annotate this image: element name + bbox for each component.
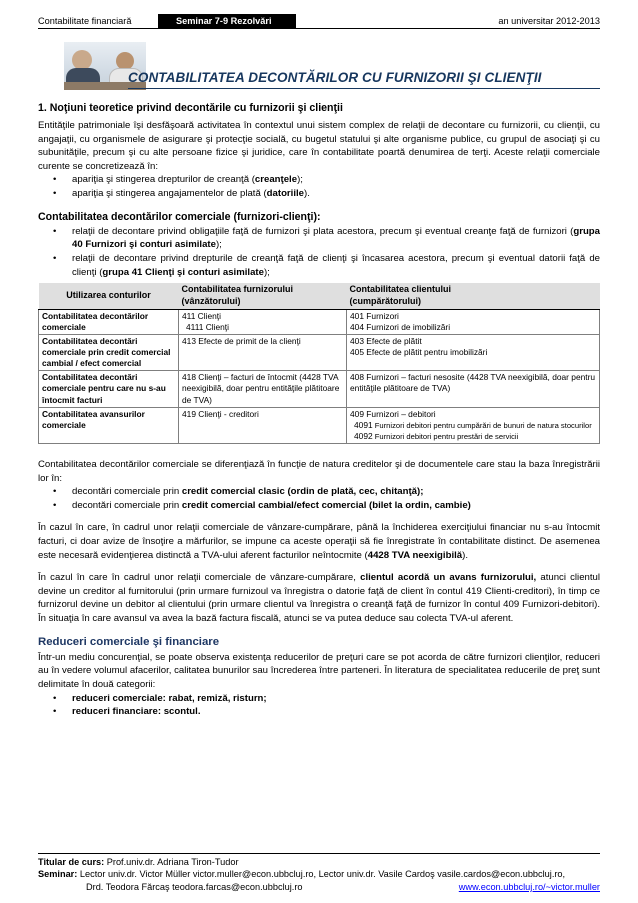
table-row: Contabilitatea decontări comerciale prin credit comercial cambial / efect comercial 413 Efecte de primit de la clienţi 403 Efecte de plătit 405 Efecte de plătit pentru imobilizări — [39, 335, 600, 371]
section-heading-2: Contabilitatea decontărilor comerciale (furnizori-clienţi): — [38, 210, 321, 223]
header-year: an universitar 2012-2013 — [498, 16, 600, 26]
intro-paragraph: Entităţile patrimoniale îşi desfăşoară activitatea în contextul unui sistem complex de relaţii de decontare cu furnizorii, cu clienţii, cu angajaţii, cu organismele de asigurare şi protecţie socială, cu bugetul statului şi alte organisme publice, cu grupul de asociaţi şi cu subunităţile, precum şi cu alte persoane fizice şi juridice, care în contabilitate poartă denumirea de terţi. Aceste relaţii comerciale curente se concretizează în: — [38, 120, 600, 172]
website-link[interactable]: www.econ.ubbcluj.ro/~victor.muller — [458, 881, 600, 892]
section-heading-discounts: Reduceri comerciale şi financiare — [38, 635, 220, 648]
section-heading-1: 1. Noţiuni teoretice privind decontările cu furnizorii şi clienţii — [38, 102, 343, 114]
table-row: Contabilitatea avansurilor comerciale 419 Clienţi - creditori 409 Furnizori – debitori 4091 Furnizori debitori pentru cumpărări de bunuri de natura stocurilor 4092 Furnizori debitori pentru prestări de servicii — [39, 407, 600, 443]
credit-types-paragraph: Contabilitatea decontărilor comerciale se diferenţiază în funcţie de natura creditelor şi de documentele care stau la baza înregistrării lor în: — [38, 458, 600, 484]
footer-course-holder: Titular de curs: Prof.univ.dr. Adriana Tiron-Tudor — [38, 857, 239, 867]
table-header-cell: Contabilitatea clientului (cumpărătorului) — [347, 283, 600, 309]
page-title: CONTABILITATEA DECONTĂRILOR CU FURNIZORII ŞI CLIENŢII — [128, 70, 542, 85]
list-item: • decontări comerciale prin credit comercial clasic (ordin de plată, cec, chitanţă); — [38, 485, 600, 499]
accounts-table — [38, 283, 600, 444]
advance-paragraph: În cazul în care în cadrul unor relaţii comerciale de vânzare-cumpărare, clientul acordă un avans furnizorului, atunci clientul devine un creditor al furnitorului (prin urmare furnizoul va înregistra o datorie faţă de client în contul 419 Clienti-creditori), în timp ce furnizorul devine un debitor al clientului (prin urmare clientul va înregistra o creanţă faţă de furnizor în contul 409 Furnizori-debitori). În situaţia în care avansul va avea la bază factura fiscală, atunci se va putea deduce sau colecta TVA-ul aferent. — [38, 572, 600, 625]
list-item: • reduceri comerciale: rabat, remiză, risturn; — [38, 692, 600, 706]
table-header-cell: Contabilitatea furnizorului (vânzătorului) — [179, 283, 347, 309]
table-row: Contabilitatea decontări comerciale pentru care nu s-au întocmit facturi 418 Clienţi – facturi de întocmit (4428 TVA neexigibilă, doar pentru entităţile plătitoare de TVA) 408 Furnizori – facturi nesosite (4428 TVA neexigibilă, doar pentru entităţile plătitoare de TVA) — [39, 371, 600, 407]
table-header-row — [39, 283, 600, 309]
running-header — [38, 14, 600, 29]
footer-staff-line: Drd. Teodora Fărcaş teodora.farcas@econ.ubbcluj.ro www.econ.ubbcluj.ro/~victor.muller — [86, 881, 600, 892]
page-footer — [38, 853, 600, 893]
table-row: Contabilitatea decontărilor comerciale 411 Clienţi 4111 Clienţi 401 Furnizori 404 Furnizori de imobilizări — [39, 309, 600, 334]
table-header-cell: Utilizarea conturilor — [39, 283, 179, 309]
list-item: • apariţia şi stingerea drepturilor de creanţă (creanţele); — [38, 173, 600, 187]
title-underline — [128, 88, 600, 89]
bullet-list-2 — [38, 225, 600, 279]
list-item: • relaţii de decontare privind obligaţiile faţă de furnizori şi plata acestora, precum şi eventual creanţe faţă de furnizori (grupa 40 Furnizori şi conturi asimilate); — [38, 225, 600, 252]
list-item: • apariţia şi stingerea angajamentelor de plată (datoriile). — [38, 187, 600, 201]
title-banner — [38, 42, 600, 92]
list-item: • reduceri financiare: scontul. — [38, 705, 600, 719]
unbilled-paragraph: În cazul în care, în cadrul unor relaţii comerciale de vânzare-cumpărare, până la închiderea exerciţiului financiar nu s-au întocmit facturi, ci doar avize de însoţire a mărfurilor, se impune ca aceste operaţii să fie înregistrate în contabilitate distinct. De asemenea este necesară evidenţierea distinctă a TVA-ului aferent facturilor neîntocmite (4428 TVA neexigibilă). — [38, 522, 600, 561]
discounts-paragraph: Într-un mediu concurenţial, se poate observa existenţa reducerilor de preţuri care se pot acorda de către furnizori clienţilor, reduceri au în vedere volumul afacerilor, calitatea bunurilor sau încrederea între parteneri. În literatura de specialitatea reducerile de preţ sunt delimitate în două categorii: — [38, 651, 600, 691]
footer-seminar-staff: Seminar: Lector univ.dr. Victor Müller victor.muller@econ.ubbcluj.ro, Lector univ.dr. Vasile Cardoş vasile.cardos@econ.ubbcluj.ro, — [38, 869, 566, 880]
bullet-list-3 — [38, 485, 600, 512]
bullet-list-4 — [38, 692, 600, 719]
list-item: • decontări comerciale prin credit comercial cambial/efect comercial (bilet la ordin, cambie) — [38, 499, 600, 513]
bullet-list-1 — [38, 173, 600, 200]
header-course: Contabilitate financiară — [38, 16, 132, 26]
list-item: • relaţii de decontare privind drepturile de creanţă faţă de clienţi şi încasarea acestora, precum şi eventual datorii faţă de clienţi (grupa 41 Clienţi şi conturi asimilate); — [38, 252, 600, 279]
header-seminar-label: Seminar 7-9 Rezolvări — [158, 14, 296, 28]
main-content — [38, 101, 600, 719]
